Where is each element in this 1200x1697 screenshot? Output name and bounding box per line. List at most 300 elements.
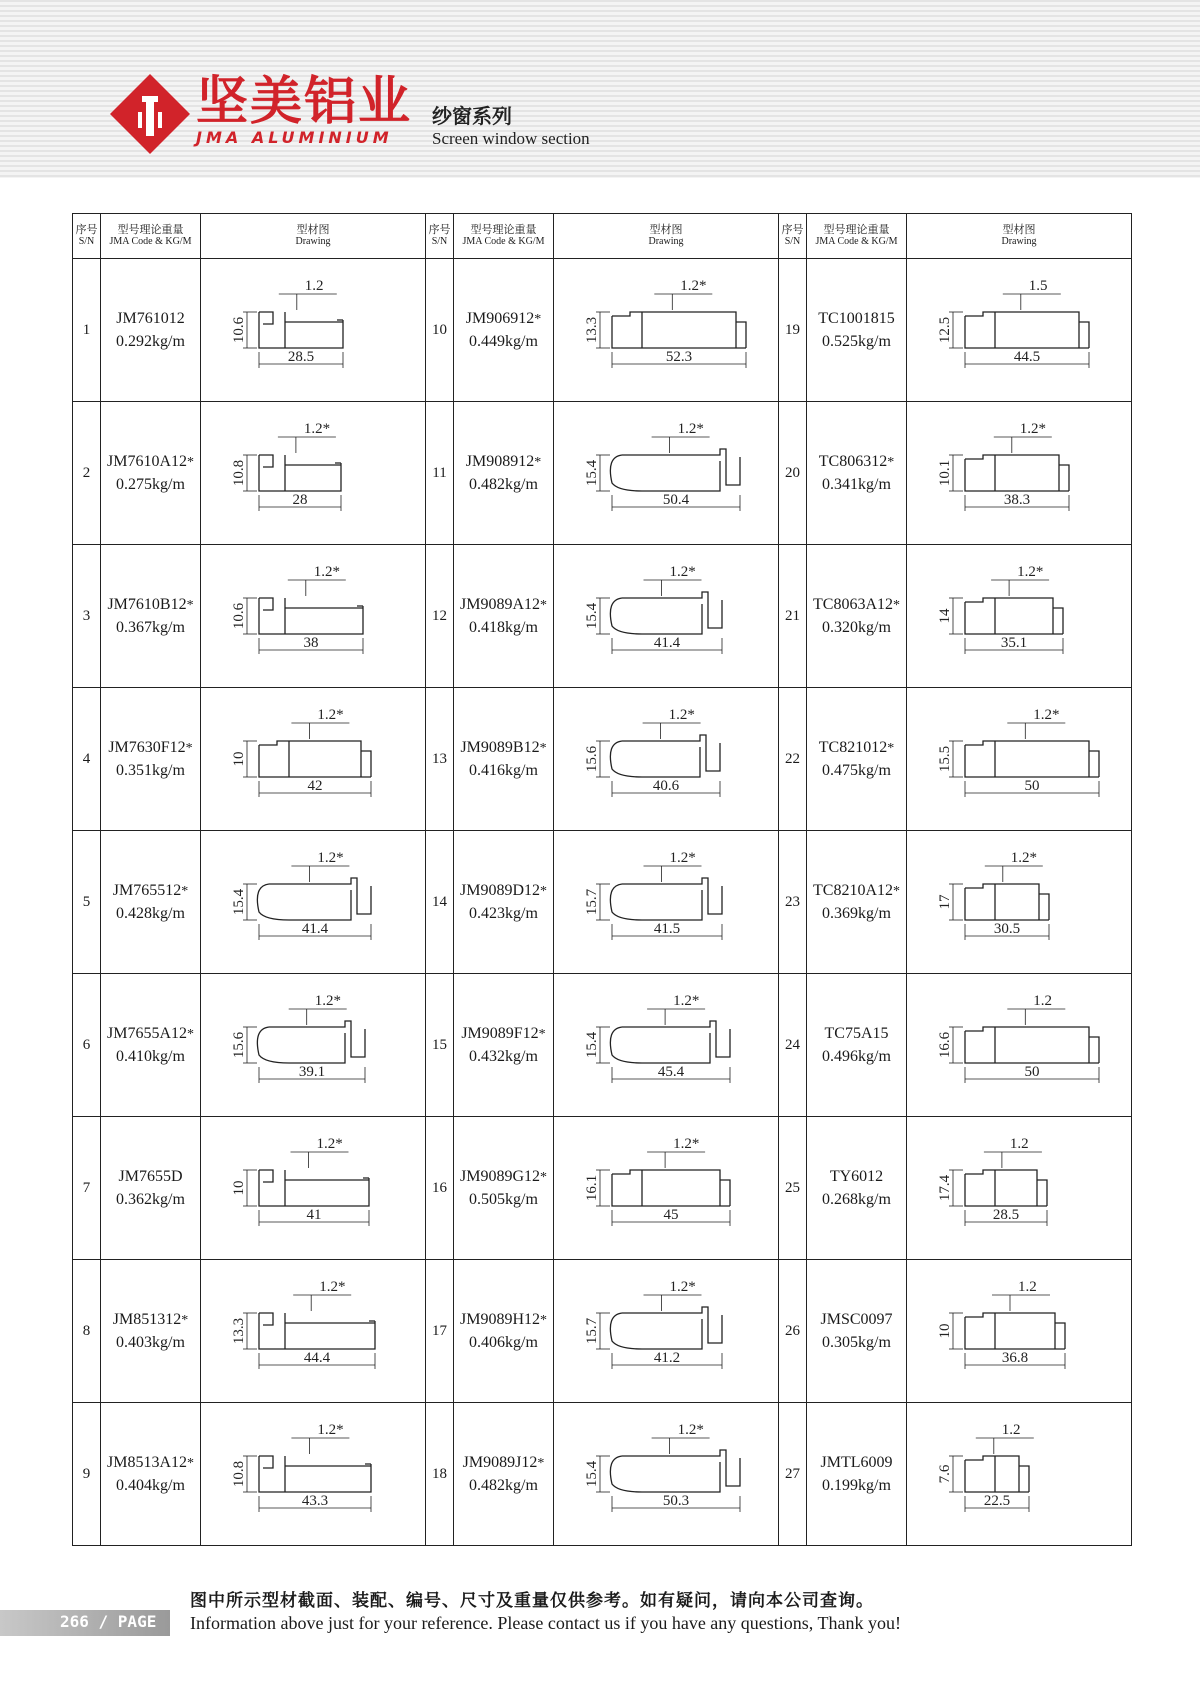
profile-drawing (917, 1128, 1122, 1248)
profile-drawing (917, 1271, 1122, 1391)
drawing-cell (201, 1260, 426, 1403)
serial-number: 1 (73, 259, 101, 402)
height-dimension-label: 15.7 (583, 1317, 600, 1345)
profile-weight: 0.367kg/m (116, 618, 185, 636)
profile-code: JM851312 (112, 1310, 182, 1328)
profile-weight: 0.369kg/m (822, 904, 891, 922)
col-drawing-header: 型材图 Drawing (907, 214, 1132, 259)
col-code-header: 型号理论重量 JMA Code & KG/M (807, 214, 907, 259)
drawing-cell (201, 974, 426, 1117)
table-header-row (73, 214, 1132, 259)
code-weight-cell (454, 831, 554, 974)
profile-code: JM7610A12 (106, 452, 187, 470)
code-weight-cell (454, 259, 554, 402)
profile-code: JM9089F12 (461, 1024, 539, 1042)
height-dimension-label: 13.3 (230, 1317, 247, 1345)
profile-section-outline (259, 1313, 375, 1349)
star-mark: * (185, 740, 193, 756)
profile-section-outline (965, 1027, 1099, 1063)
table-row (73, 1403, 1132, 1546)
star-mark: * (534, 311, 542, 327)
serial-number: 25 (779, 1117, 807, 1260)
height-dimension-label: 10.8 (230, 459, 247, 487)
drawing-cell (554, 688, 779, 831)
code-weight-cell (807, 1403, 907, 1546)
height-dimension-label: 15.6 (583, 745, 600, 773)
height-dimension-label: 14 (936, 608, 953, 624)
table-row (73, 974, 1132, 1117)
profile-drawing (211, 842, 416, 962)
thickness-dimension-label: 1.2* (677, 421, 704, 437)
height-dimension-label: 15.4 (583, 1460, 600, 1488)
profile-section-outline (610, 592, 722, 634)
thickness-dimension-label: 1.2 (1001, 1422, 1021, 1438)
profile-drawing (564, 699, 769, 819)
profile-code: JM908912 (465, 452, 535, 470)
code-weight-cell (101, 1117, 201, 1260)
serial-number: 11 (426, 402, 454, 545)
profile-drawing (917, 1414, 1122, 1534)
profile-section-outline (610, 735, 720, 777)
width-dimension-label: 41.5 (653, 921, 680, 937)
height-dimension-label: 12.5 (936, 316, 953, 344)
profile-weight: 0.428kg/m (116, 904, 185, 922)
width-dimension-label: 28 (292, 492, 307, 508)
profile-section-outline (965, 1313, 1065, 1349)
table-row (73, 259, 1132, 402)
profile-drawing (917, 556, 1122, 676)
serial-number: 20 (779, 402, 807, 545)
profile-section-outline (965, 455, 1069, 491)
jma-diamond-logo-icon (108, 72, 192, 156)
width-dimension-label: 28.5 (287, 349, 314, 365)
profile-weight: 0.482kg/m (469, 1476, 538, 1494)
height-dimension-label: 16.6 (936, 1031, 953, 1059)
profile-section-outline (257, 878, 371, 920)
profile-weight: 0.305kg/m (822, 1333, 891, 1351)
drawing-cell (201, 545, 426, 688)
star-mark: * (893, 597, 900, 613)
drawing-cell (907, 545, 1132, 688)
thickness-dimension-label: 1.2* (313, 564, 340, 580)
width-dimension-label: 39.1 (298, 1064, 325, 1080)
thickness-dimension-label: 1.2* (668, 707, 695, 723)
drawing-cell (201, 402, 426, 545)
thickness-dimension-label: 1.2* (314, 993, 341, 1009)
star-mark: * (538, 1026, 546, 1042)
footer-note-cn: 图中所示型材截面、装配、编号、尺寸及重量仅供参考。如有疑问，请向本公司查询。 (190, 1591, 874, 1611)
drawing-cell (554, 545, 779, 688)
profile-weight: 0.432kg/m (469, 1047, 538, 1065)
thickness-dimension-label: 1.2 (1032, 993, 1052, 1009)
profile-drawing (211, 699, 416, 819)
width-dimension-label: 50 (1024, 1064, 1039, 1080)
profile-section-outline (610, 878, 722, 920)
width-dimension-label: 50.3 (662, 1493, 689, 1509)
code-weight-cell (454, 1260, 554, 1403)
star-mark: * (534, 454, 542, 470)
profile-weight: 0.362kg/m (116, 1190, 185, 1208)
profile-code: TC8210A12 (813, 881, 893, 899)
code-weight-cell (454, 688, 554, 831)
profile-code: JM8513A12 (106, 1453, 187, 1471)
height-dimension-label: 17.4 (936, 1174, 953, 1202)
profile-section-outline (259, 1456, 371, 1492)
profile-section-outline (965, 312, 1089, 348)
profile-section-outline (610, 1021, 730, 1063)
star-mark: * (539, 740, 547, 756)
profile-code: TY6012 (829, 1167, 884, 1185)
serial-number: 13 (426, 688, 454, 831)
star-mark: * (540, 883, 547, 899)
thickness-dimension-label: 1.2* (316, 707, 344, 723)
profile-section-outline (965, 884, 1049, 920)
profile-weight: 0.199kg/m (822, 1476, 891, 1494)
drawing-cell (201, 259, 426, 402)
profile-code: JM9089H12 (459, 1310, 540, 1328)
star-mark: * (540, 597, 547, 613)
thickness-dimension-label: 1.2* (677, 1422, 704, 1438)
thickness-dimension-label: 1.2* (1016, 564, 1043, 580)
profile-drawing (917, 842, 1122, 962)
profile-section-outline (259, 312, 343, 348)
profile-weight: 0.449kg/m (469, 332, 538, 350)
profile-weight: 0.418kg/m (469, 618, 538, 636)
profile-drawing (211, 270, 416, 390)
profile-code: JM765512 (112, 881, 182, 899)
serial-number: 7 (73, 1117, 101, 1260)
thickness-dimension-label: 1.2 (304, 278, 324, 294)
profile-drawing (917, 270, 1122, 390)
drawing-cell (907, 1403, 1132, 1546)
width-dimension-label: 40.6 (652, 778, 679, 794)
thickness-dimension-label: 1.2* (669, 564, 696, 580)
thickness-dimension-label: 1.2* (316, 1422, 344, 1438)
serial-number: 5 (73, 831, 101, 974)
profile-section-outline (259, 598, 363, 634)
col-drawing-header: 型材图 Drawing (554, 214, 779, 259)
width-dimension-label: 41.4 (653, 635, 680, 651)
code-weight-cell (454, 1117, 554, 1260)
serial-number: 27 (779, 1403, 807, 1546)
profile-drawing (564, 413, 769, 533)
height-dimension-label: 10 (230, 1180, 247, 1196)
profile-drawing (564, 270, 769, 390)
serial-number: 14 (426, 831, 454, 974)
width-dimension-label: 22.5 (983, 1493, 1010, 1509)
thickness-dimension-label: 1.5 (1028, 278, 1048, 294)
serial-number: 3 (73, 545, 101, 688)
serial-number: 24 (779, 974, 807, 1117)
profile-code: TC75A15 (824, 1024, 889, 1042)
width-dimension-label: 38.3 (1003, 492, 1030, 508)
profile-code: JM906912 (465, 309, 535, 327)
col-sn-header: 序号 S/N (779, 214, 807, 259)
drawing-cell (554, 1117, 779, 1260)
table-row (73, 831, 1132, 974)
height-dimension-label: 15.4 (583, 602, 600, 630)
page-number: 266 / PAGE (60, 1612, 157, 1631)
profile-section-outline (257, 1021, 365, 1063)
width-dimension-label: 30.5 (993, 921, 1020, 937)
drawing-cell (907, 259, 1132, 402)
height-dimension-label: 15.7 (583, 888, 600, 916)
profile-section-outline (610, 1450, 740, 1492)
star-mark: * (887, 740, 895, 756)
serial-number: 21 (779, 545, 807, 688)
profile-drawing (917, 699, 1122, 819)
profile-drawing (917, 985, 1122, 1105)
drawing-cell (554, 831, 779, 974)
drawing-cell (907, 831, 1132, 974)
profile-drawing (211, 556, 416, 676)
page-header (0, 0, 1200, 178)
profile-code: TC8063A12 (813, 595, 893, 613)
height-dimension-label: 10.6 (230, 316, 247, 344)
profile-drawing (211, 413, 416, 533)
drawing-cell (201, 1403, 426, 1546)
profile-drawing (211, 1414, 416, 1534)
code-weight-cell (454, 545, 554, 688)
drawing-cell (554, 259, 779, 402)
profile-weight: 0.406kg/m (469, 1333, 538, 1351)
profile-drawing (564, 1128, 769, 1248)
thickness-dimension-label: 1.2* (318, 1279, 345, 1295)
height-dimension-label: 17 (936, 894, 953, 910)
table-row (73, 688, 1132, 831)
profile-drawing (564, 842, 769, 962)
height-dimension-label: 7.6 (936, 1464, 953, 1484)
profile-section-outline (259, 1170, 369, 1206)
code-weight-cell (454, 402, 554, 545)
code-weight-cell (807, 1117, 907, 1260)
width-dimension-label: 50.4 (662, 492, 689, 508)
profile-code: TC806312 (818, 452, 888, 470)
thickness-dimension-label: 1.2* (669, 1279, 696, 1295)
serial-number: 16 (426, 1117, 454, 1260)
thickness-dimension-label: 1.2* (669, 850, 696, 866)
profile-code: TC1001815 (818, 309, 895, 327)
profile-weight: 0.404kg/m (116, 1476, 185, 1494)
section-title-en: Screen window section (432, 129, 590, 148)
code-weight-cell (807, 1260, 907, 1403)
height-dimension-label: 13.3 (583, 316, 600, 344)
profile-section-outline (965, 598, 1063, 634)
width-dimension-label: 44.5 (1013, 349, 1040, 365)
code-weight-cell (101, 831, 201, 974)
profile-weight: 0.292kg/m (116, 332, 185, 350)
star-mark: * (540, 1169, 547, 1185)
profile-weight: 0.410kg/m (116, 1047, 185, 1065)
profile-code: JM761012 (116, 309, 185, 327)
code-weight-cell (807, 402, 907, 545)
drawing-cell (554, 402, 779, 545)
drawing-cell (201, 831, 426, 974)
profile-weight: 0.496kg/m (822, 1047, 891, 1065)
height-dimension-label: 15.4 (230, 888, 247, 916)
profile-section-outline (965, 741, 1099, 777)
code-weight-cell (454, 1403, 554, 1546)
col-code-header: 型号理论重量 JMA Code & KG/M (454, 214, 554, 259)
height-dimension-label: 10.1 (936, 459, 953, 487)
table-row (73, 1117, 1132, 1260)
serial-number: 18 (426, 1403, 454, 1546)
profile-weight: 0.525kg/m (822, 332, 891, 350)
col-sn-header: 序号 S/N (73, 214, 101, 259)
star-mark: * (540, 1312, 547, 1328)
width-dimension-label: 45.4 (657, 1064, 684, 1080)
table-row (73, 1260, 1132, 1403)
profile-weight: 0.320kg/m (822, 618, 891, 636)
profile-code: JM9089B12 (460, 738, 540, 756)
profile-section-outline (610, 449, 740, 491)
thickness-dimension-label: 1.2* (679, 278, 707, 294)
profile-weight: 0.505kg/m (469, 1190, 538, 1208)
code-weight-cell (807, 688, 907, 831)
profile-weight: 0.275kg/m (116, 475, 185, 493)
profile-code: JM9089A12 (459, 595, 540, 613)
thickness-dimension-label: 1.2* (316, 1136, 343, 1152)
profile-code: TC821012 (818, 738, 888, 756)
star-mark: * (187, 1026, 194, 1042)
drawing-cell (554, 974, 779, 1117)
thickness-dimension-label: 1.2* (1010, 850, 1037, 866)
serial-number: 23 (779, 831, 807, 974)
table-row (73, 545, 1132, 688)
brand-name-en: JMA ALUMINIUM (196, 128, 393, 147)
profile-weight: 0.423kg/m (469, 904, 538, 922)
height-dimension-label: 15.5 (936, 745, 953, 773)
profile-weight: 0.475kg/m (822, 761, 891, 779)
profile-code: JM7630F12 (108, 738, 186, 756)
thickness-dimension-label: 1.2* (1019, 421, 1046, 437)
star-mark: * (181, 883, 189, 899)
width-dimension-label: 43.3 (301, 1493, 328, 1509)
profile-drawing (564, 1271, 769, 1391)
width-dimension-label: 42 (307, 778, 322, 794)
code-weight-cell (101, 402, 201, 545)
profile-code: JM9089G12 (459, 1167, 540, 1185)
drawing-cell (907, 1117, 1132, 1260)
serial-number: 6 (73, 974, 101, 1117)
profile-section-outline (612, 1170, 730, 1206)
star-mark: * (187, 454, 194, 470)
profile-drawing (211, 1271, 416, 1391)
thickness-dimension-label: 1.2 (1017, 1279, 1037, 1295)
drawing-cell (907, 1260, 1132, 1403)
profile-code: JM9089D12 (459, 881, 540, 899)
drawing-cell (554, 1260, 779, 1403)
profile-weight: 0.482kg/m (469, 475, 538, 493)
profile-weight: 0.416kg/m (469, 761, 538, 779)
profile-code: JM7655D (118, 1167, 183, 1185)
height-dimension-label: 16.1 (583, 1174, 600, 1202)
serial-number: 22 (779, 688, 807, 831)
col-sn-header: 序号 S/N (426, 214, 454, 259)
code-weight-cell (807, 545, 907, 688)
profile-weight: 0.341kg/m (822, 475, 891, 493)
profile-code: JMTL6009 (820, 1453, 893, 1471)
code-weight-cell (101, 688, 201, 831)
footer-note-en: Information above just for your reference. Please contact us if you have any questions, Thank you! (190, 1613, 901, 1633)
height-dimension-label: 15.4 (583, 459, 600, 487)
star-mark: * (537, 1455, 545, 1471)
profile-section-outline (965, 1170, 1047, 1206)
code-weight-cell (101, 545, 201, 688)
profile-drawing (917, 413, 1122, 533)
profile-code: JM7610B12 (107, 595, 187, 613)
col-code-header: 型号理论重量 JMA Code & KG/M (101, 214, 201, 259)
width-dimension-label: 44.4 (303, 1350, 330, 1366)
width-dimension-label: 45 (663, 1207, 678, 1223)
thickness-dimension-label: 1.2* (672, 993, 699, 1009)
code-weight-cell (101, 974, 201, 1117)
width-dimension-label: 28.5 (992, 1207, 1019, 1223)
table-row (73, 402, 1132, 545)
serial-number: 17 (426, 1260, 454, 1403)
serial-number: 2 (73, 402, 101, 545)
height-dimension-label: 15.4 (583, 1031, 600, 1059)
profile-drawing (564, 985, 769, 1105)
drawing-cell (907, 402, 1132, 545)
drawing-cell (907, 688, 1132, 831)
profile-section-outline (259, 741, 371, 777)
brand-name-cn: 坚美铝业 (196, 72, 413, 132)
profile-code: JM9089J12 (462, 1453, 538, 1471)
col-drawing-header: 型材图 Drawing (201, 214, 426, 259)
width-dimension-label: 50 (1024, 778, 1039, 794)
profile-weight: 0.351kg/m (116, 761, 185, 779)
profile-table (72, 213, 1132, 1546)
width-dimension-label: 52.3 (665, 349, 692, 365)
code-weight-cell (101, 259, 201, 402)
height-dimension-label: 10 (936, 1323, 953, 1339)
profile-drawing (564, 556, 769, 676)
profile-drawing (211, 985, 416, 1105)
width-dimension-label: 41.4 (301, 921, 328, 937)
profile-drawing (211, 1128, 416, 1248)
serial-number: 10 (426, 259, 454, 402)
profile-section-outline (612, 312, 746, 348)
drawing-cell (554, 1403, 779, 1546)
serial-number: 9 (73, 1403, 101, 1546)
star-mark: * (887, 454, 895, 470)
profile-code: JM7655A12 (106, 1024, 187, 1042)
code-weight-cell (101, 1260, 201, 1403)
width-dimension-label: 38 (303, 635, 318, 651)
code-weight-cell (807, 259, 907, 402)
serial-number: 15 (426, 974, 454, 1117)
profile-code: JMSC0097 (820, 1310, 893, 1328)
thickness-dimension-label: 1.2* (1032, 707, 1060, 723)
profile-section-outline (259, 455, 341, 491)
profile-weight: 0.268kg/m (822, 1190, 891, 1208)
width-dimension-label: 41.2 (653, 1350, 680, 1366)
star-mark: * (181, 1312, 189, 1328)
profile-section-outline (965, 1456, 1029, 1492)
width-dimension-label: 36.8 (1001, 1350, 1028, 1366)
serial-number: 19 (779, 259, 807, 402)
profile-section-outline (610, 1307, 722, 1349)
width-dimension-label: 41 (306, 1207, 321, 1223)
star-mark: * (893, 883, 900, 899)
thickness-dimension-label: 1.2* (303, 421, 330, 437)
star-mark: * (187, 1455, 194, 1471)
thickness-dimension-label: 1.2* (672, 1136, 699, 1152)
height-dimension-label: 10.8 (230, 1460, 247, 1488)
serial-number: 12 (426, 545, 454, 688)
serial-number: 26 (779, 1260, 807, 1403)
